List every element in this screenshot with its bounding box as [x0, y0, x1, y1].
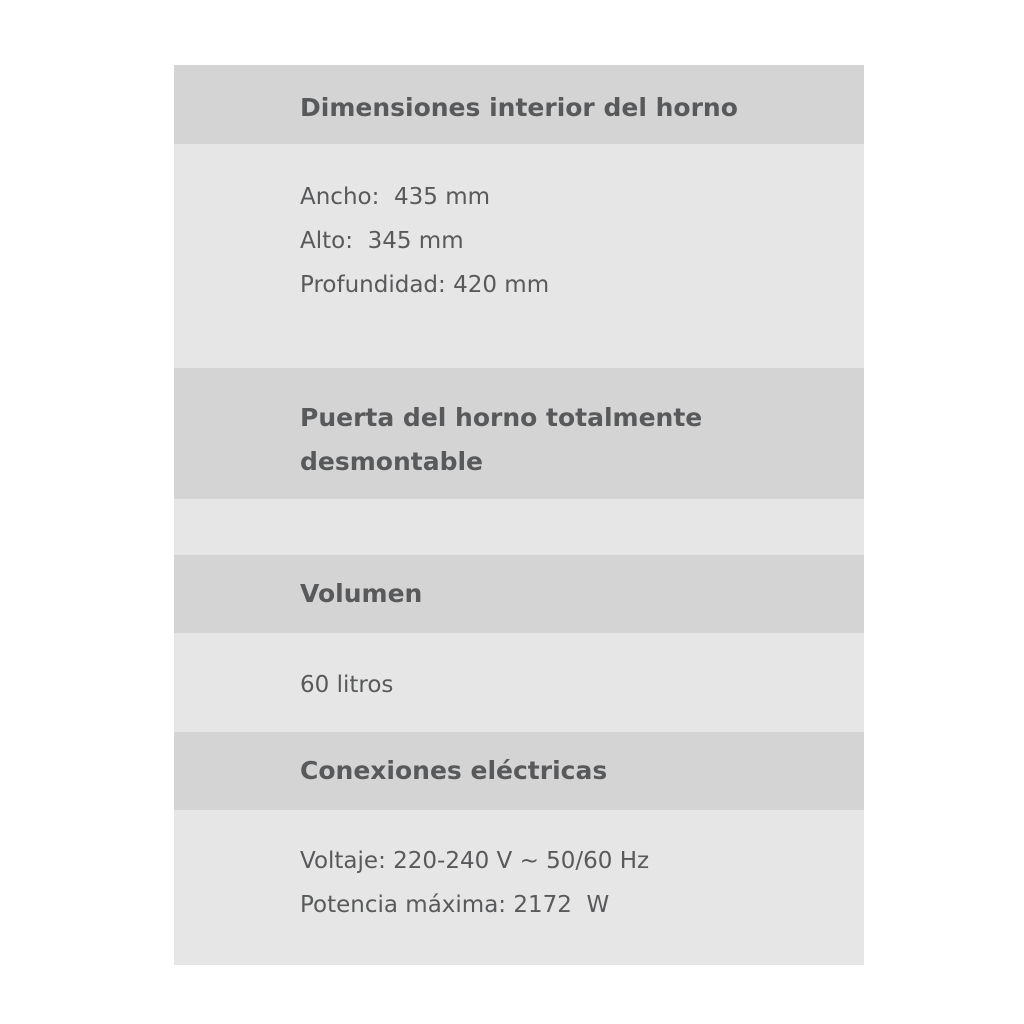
heading-electrical: Conexiones eléctricas [300, 756, 608, 785]
heading-volume: Volumen [300, 579, 423, 608]
spec-max-power: Potencia máxima: 2172 W [300, 892, 610, 918]
heading-door-line-1: Puerta del horno totalmente [300, 403, 703, 432]
spec-panel [174, 65, 864, 965]
spec-width: Ancho: 435 mm [300, 184, 490, 210]
heading-door-line-2: desmontable [300, 447, 483, 476]
section-header-volume [174, 555, 864, 633]
spec-voltage: Voltaje: 220-240 V ~ 50/60 Hz [300, 848, 650, 874]
spec-depth: Profundidad: 420 mm [300, 272, 550, 298]
spec-volume: 60 litros [300, 672, 394, 698]
heading-dimensions: Dimensiones interior del horno [300, 93, 738, 122]
spec-height: Alto: 345 mm [300, 228, 464, 254]
